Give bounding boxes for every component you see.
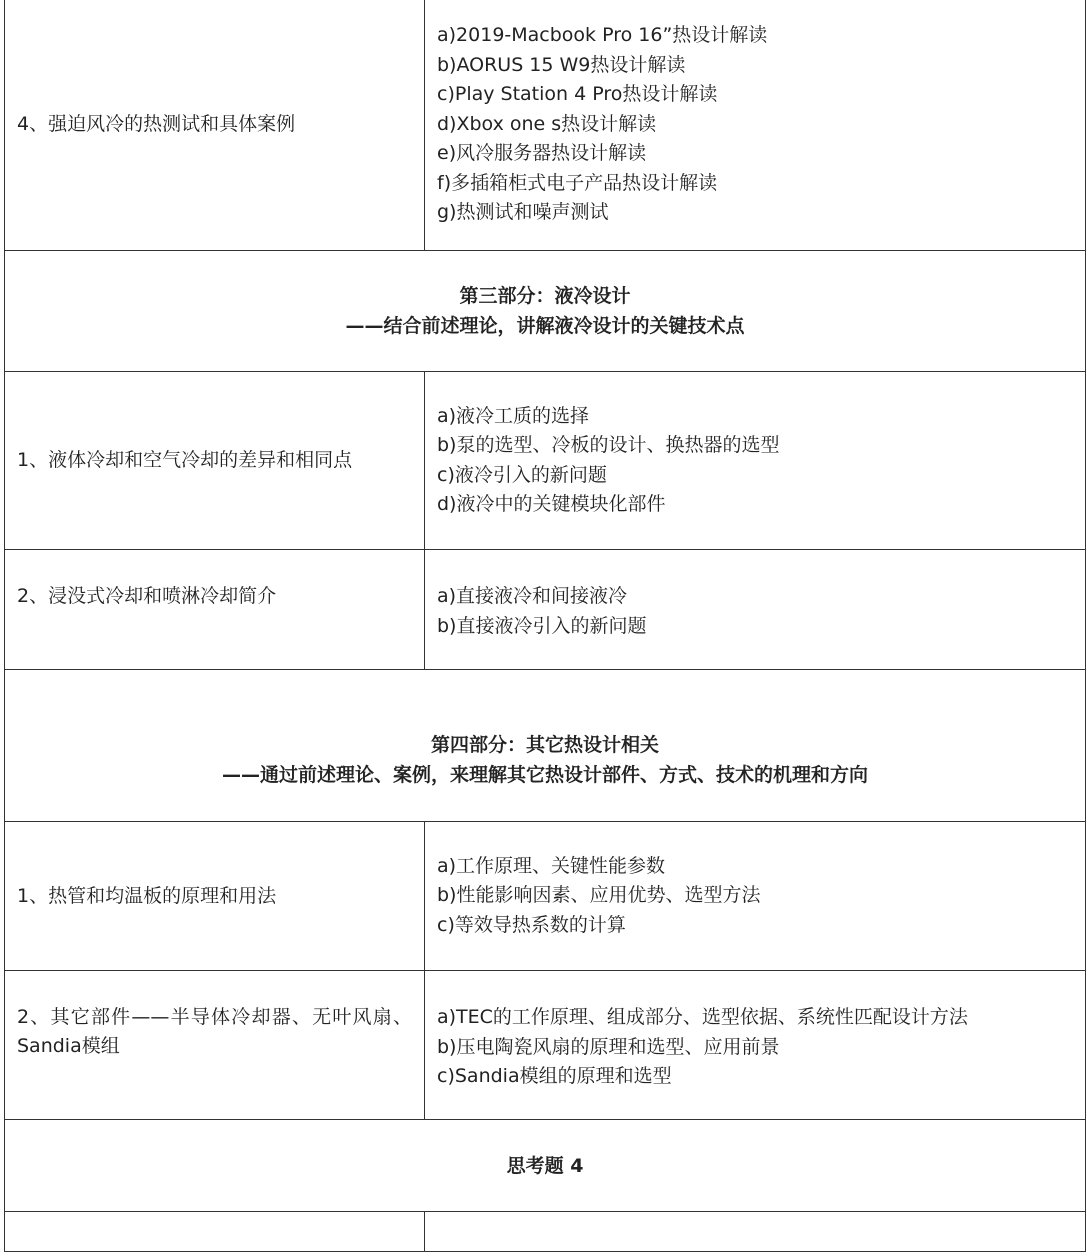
list-item: c)Play Station 4 Pro热设计解读 xyxy=(437,83,718,106)
list-item: a)直接液冷和间接液冷 xyxy=(437,585,628,607)
items-cell xyxy=(425,550,1086,670)
list-item: a)2019-Macbook Pro 16”热设计解读 xyxy=(437,24,768,47)
topic-text: 1、热管和均温板的原理和用法 xyxy=(17,884,277,907)
section-header-row xyxy=(5,670,1086,822)
table-row xyxy=(5,372,1086,550)
list-item: b)压电陶瓷风扇的原理和选型、应用前景 xyxy=(437,1035,780,1058)
section-subtitle: ——结合前述理论，讲解液冷设计的关键技术点 xyxy=(345,315,745,337)
table-row xyxy=(5,0,1086,251)
table-row xyxy=(5,550,1086,670)
list-item: g)热测试和噪声测试 xyxy=(437,201,609,224)
course-syllabus-table xyxy=(4,0,1086,1252)
list-item: a)液冷工质的选择 xyxy=(437,404,590,427)
list-item: b)直接液冷引入的新问题 xyxy=(437,614,647,637)
table-row xyxy=(5,822,1086,971)
list-item: f)多插箱柜式电子产品热设计解读 xyxy=(437,171,718,194)
topic-text: 2、浸没式冷却和喷淋冷却简介 xyxy=(17,585,277,607)
topic-text: 2、其它部件——半导体冷却器、无叶风扇、Sandia模组 xyxy=(17,1006,412,1057)
list-item: d)Xbox one s热设计解读 xyxy=(437,112,657,135)
topic-text: 4、强迫风冷的热测试和具体案例 xyxy=(17,113,296,135)
list-item: c)液冷引入的新问题 xyxy=(437,463,607,486)
list-item: b)AORUS 15 W9热设计解读 xyxy=(437,53,686,76)
table-row xyxy=(5,1212,1086,1252)
items-cell xyxy=(425,822,1086,971)
items-cell xyxy=(425,1212,1086,1252)
list-item: d)液冷中的关键模块化部件 xyxy=(437,493,666,515)
list-item: a)工作原理、关键性能参数 xyxy=(437,854,666,877)
topic-cell xyxy=(5,550,425,670)
section-header xyxy=(5,670,1086,822)
list-item: b)性能影响因素、应用优势、选型方法 xyxy=(437,884,761,907)
topic-text: 1、液体冷却和空气冷却的差异和相同点 xyxy=(17,449,353,471)
table-row xyxy=(5,971,1086,1120)
topic-cell xyxy=(5,372,425,550)
list-item: c)等效导热系数的计算 xyxy=(437,913,626,936)
topic-cell xyxy=(5,1212,425,1252)
exercise-header xyxy=(5,1120,1086,1212)
section-subtitle: ——通过前述理论、案例，来理解其它热设计部件、方式、技术的机理和方向 xyxy=(221,764,868,786)
exercise-title: 思考题 4 xyxy=(506,1154,584,1177)
section-title: 第四部分：其它热设计相关 xyxy=(430,734,659,756)
section-title: 第三部分：液冷设计 xyxy=(459,285,631,307)
section-header-row xyxy=(5,1120,1086,1212)
topic-cell xyxy=(5,971,425,1120)
section-header xyxy=(5,251,1086,372)
items-cell xyxy=(425,372,1086,550)
topic-cell xyxy=(5,822,425,971)
list-item: e)风冷服务器热设计解读 xyxy=(437,142,647,165)
items-cell xyxy=(425,971,1086,1120)
section-header-row xyxy=(5,251,1086,372)
items-cell xyxy=(425,0,1086,251)
list-item: a)TEC的工作原理、组成部分、选型依据、系统性匹配设计方法 xyxy=(437,1006,968,1028)
topic-cell xyxy=(5,0,425,251)
list-item: c)Sandia模组的原理和选型 xyxy=(437,1065,672,1087)
list-item: b)泵的选型、冷板的设计、换热器的选型 xyxy=(437,434,780,456)
